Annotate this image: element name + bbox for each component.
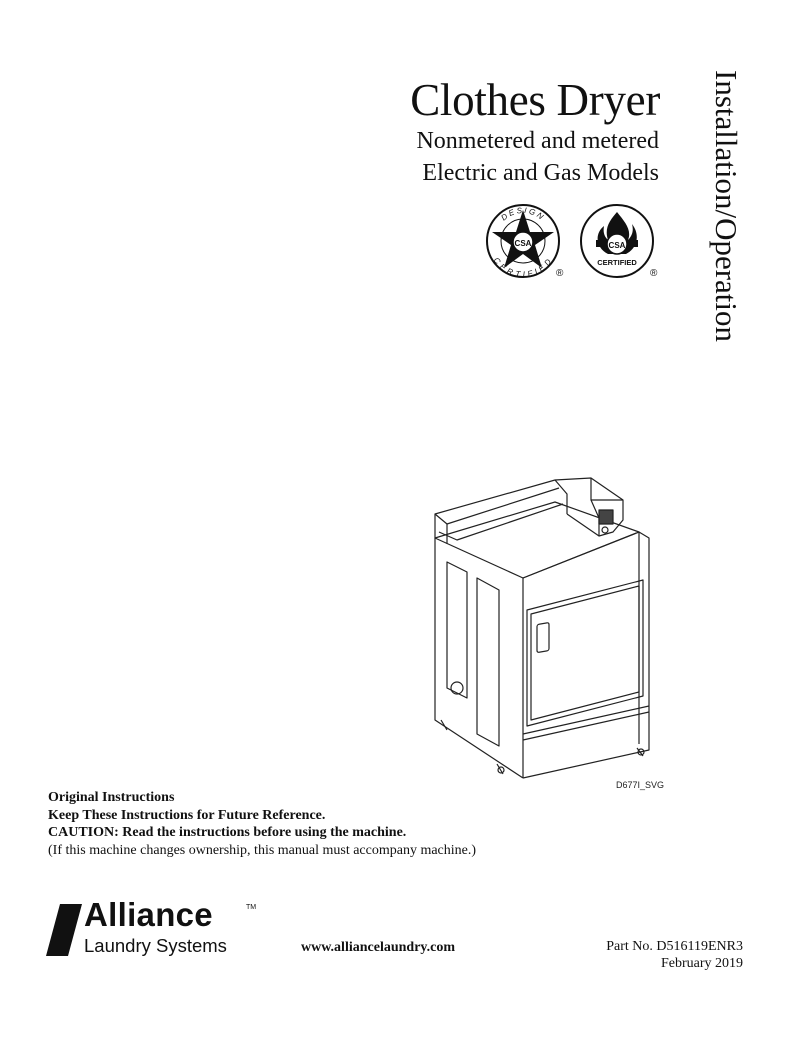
dryer-illustration (427, 474, 667, 789)
design-badge-bottom-text: CERTIFIED (491, 255, 555, 280)
figure-id: D677I_SVG (616, 780, 665, 790)
subtitle-models: Nonmetered and metered (416, 128, 659, 154)
registered-mark: ® (556, 268, 564, 279)
publish-date: February 2019 (660, 956, 743, 971)
design-certified-badge (484, 204, 566, 280)
alliance-slash-icon (46, 904, 82, 956)
flame-badge-center-text: CSA (608, 241, 626, 250)
brand-name: Alliance (84, 896, 213, 933)
registered-mark: ® (650, 268, 658, 279)
design-badge-center-text: CSA (514, 239, 532, 248)
design-badge-top-text: DESIGN (499, 205, 547, 223)
website-link[interactable]: www.alliancelaundry.com (301, 940, 456, 955)
ownership-note: (If this machine changes ownership, this manual must accompany machine.) (48, 842, 477, 858)
flame-certified-badge (578, 204, 660, 280)
part-number: Part No. D516119ENR3 (606, 939, 743, 954)
flame-badge-bottom-text: CERTIFIED (597, 258, 637, 267)
subtitle-fuel-types: Electric and Gas Models (422, 160, 659, 186)
original-instructions: Original Instructions (48, 790, 175, 805)
keep-instructions: Keep These Instructions for Future Reference. (48, 807, 326, 823)
svg-text:CERTIFIED (492, 256, 555, 279)
caution-note: CAUTION: Read the instructions before using the machine. (48, 825, 407, 840)
instructions-block (48, 789, 476, 859)
trademark-mark: TM (246, 904, 257, 911)
section-side-label: Installation/Operation (709, 70, 744, 343)
document-title: Clothes Dryer (410, 75, 660, 125)
brand-subtitle: Laundry Systems (84, 935, 227, 956)
part-info (606, 938, 743, 972)
